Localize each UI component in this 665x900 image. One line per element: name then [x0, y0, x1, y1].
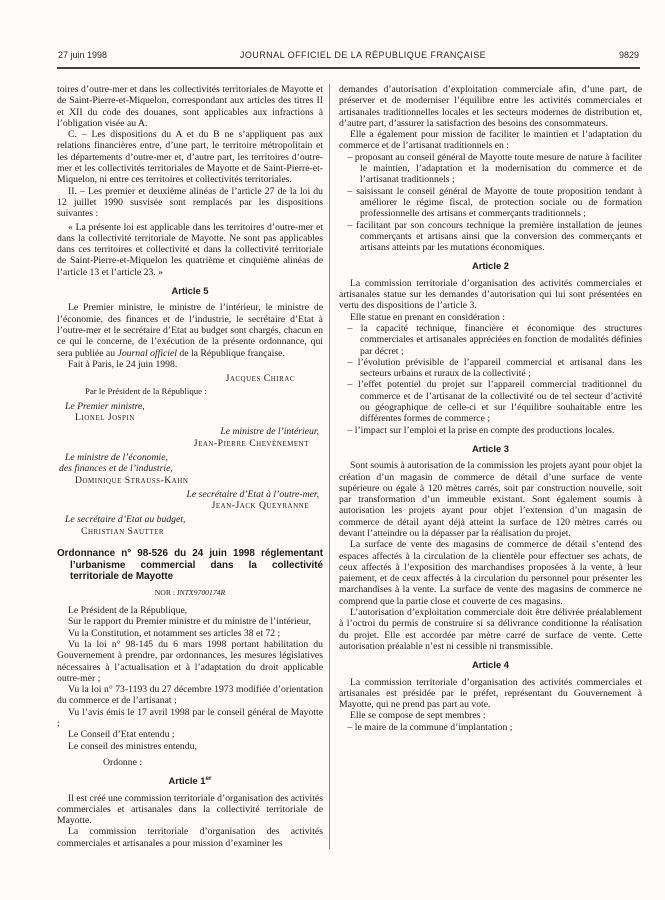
running-head	[58, 50, 639, 60]
ordonnance-title: Ordonnance n° 98-526 du 24 juin 1998 réglementant l’urbanisme commercial dans la collectivité territoriale de Mayotte	[57, 547, 323, 583]
list-item: – l’évolution prévisible de l’appareil commercial et artisanal dans les secteurs urbains et ruraux de la collectivité ;	[347, 356, 642, 380]
paragraph-text: Le Premier ministre, le ministre de l’intérieur, le ministre de l’économie, des finances et de l’industrie, le secrétaire d’Etat à l’outre-mer et le secrétaire d’Etat au budget sont chargés, chacun en ce qui le concerne, de l’exécution de la présente ordonnance, qui sera publiée au	[57, 302, 323, 359]
signature-name-economie: Dominique Strauss-Kahn	[75, 474, 189, 486]
right-column	[329, 84, 642, 849]
ordonne-line: Ordonne :	[103, 756, 143, 768]
paragraph: La surface de vente des magasins de commerce de détail s’entend des espaces affectés à la circulation de la clientèle pour effectuer ses achats, de ceux affectés à l’exposition des marchandises proposées à la vente, à leur paiement, et de ceux affectés à la circulation du personnel pour présenter les marchandises à la vente. La surface de vente des magasins de commerce ne comprend que la partie close et couverte de ces magasins.	[339, 539, 642, 607]
paragraph: L’autorisation d’exploitation commerciale doit être délivrée préalablement à l’octroi du permis de construire si sa délivrance conditionne la réalisation du projet. Elle est accordée par mètre carré de surface de vente. Cette autorisation préalable n’est ni cessible ni transmissible.	[339, 607, 642, 652]
paragraph: La commission territoriale d’organisation des activités commerciales et artisanales a pour mission d’examiner les	[57, 826, 323, 849]
article-1-heading	[57, 775, 323, 786]
paragraph: Sont soumis à autorisation de la commission les projets ayant pour objet la création d’un magasin de commerce de détail d’une surface de vente supérieure ou égale à 120 mètres carrés, soit par construction nouvelle, soit par transformation d’un immeuble existant. Sont également soumis à autorisation les projets ayant pour objet l’extension d’un magasin de commerce de détail ayant déjà atteint la surface de 120 mètres carrés ou devant l’atteindre ou la dépasser par la réalisation du projet.	[339, 460, 642, 539]
signature-name-budget: Christian Sautter	[81, 525, 165, 537]
journal-officiel-italic: Journal officiel	[117, 347, 177, 359]
article-5-heading: Article 5	[171, 285, 209, 297]
signature-title-budget: Le secrétaire d’Etat au budget,	[65, 514, 186, 526]
list-item: – facilitant par son concours technique la première installation de jeunes commerçants et artisans ainsi que la conversion des commerçants et artisans atteints par les mutations économiques.	[347, 219, 642, 254]
article-2-heading: Article 2	[472, 260, 509, 272]
journal-title: JOURNAL OFFICIEL DE LA RÉPUBLIQUE FRANÇAISE	[239, 50, 487, 60]
paragraph: Elle a également pour mission de faciliter le maintien et l’adaptation du commerce et de l’artisanat traditionnels en :	[339, 129, 642, 152]
paragraph: C. – Les dispositions du A et du B ne s’appliquent pas aux relations financières entre, d’une part, le territoire métropolitain et les départements d’outre-mer et, d’autre part, les territoires d’outre-mer et les collectivités territoriales de Mayotte et de Saint-Pierre-et-Miquelon, ni entre ces territoires et collectivités territoriales.	[57, 129, 323, 186]
visa-line: Vu la Constitution, et notamment ses articles 38 et 72 ;	[68, 627, 281, 639]
visa-line: Vu la loi n° 98-145 du 6 mars 1998 portant habilitation du Gouvernement à prendre, par ordonnances, les mesures législatives nécessaires à l’actualisation et à l’adaptation du droit applicable outre-mer ;	[57, 638, 323, 684]
paragraph: La commission territoriale d’organisation des activités commerciales et artisanales est présidée par le préfet, représentant du Gouvernement à Mayotte, qui ne prend pas part au vote.	[339, 676, 642, 711]
signature-name-interieur: Jean-Pierre Chevènement	[193, 437, 309, 449]
page-number: 9829	[618, 50, 639, 60]
list-item: – l’impact sur l’emploi et la prise en compte des productions locales.	[347, 424, 615, 436]
list-item: – la capacité technique, financière et économique des structures commerciales et artisanales appréciées en fonction de modalités définies par décret ;	[347, 322, 642, 357]
list-item: – saisissant le conseil général de Mayotte de toute proposition tendant à améliorer le régime fiscal, de protection sociale ou de formation professionnelle des artisans et commerçants traditionnels ;	[347, 185, 642, 220]
issue-date: 27 juin 1998	[58, 50, 108, 60]
list-item: – proposant au conseil général de Mayotte toute mesure de nature à faciliter le maintien, l’adaptation et la modernisation du commerce et de l’artisanat traditionnels ;	[347, 151, 642, 186]
article-1-superscript: er	[205, 775, 212, 783]
left-column	[57, 84, 329, 849]
visa-line: Le Conseil d’Etat entendu ;	[68, 729, 175, 741]
signature-president: Jacques Chirac	[225, 373, 295, 385]
article-4-heading: Article 4	[472, 659, 509, 671]
article-1-label: Article 1	[168, 775, 206, 787]
paragraph: La commission territoriale d’organisation des activités commerciales et artisanales statue sur les demandes d’autorisation qui lui sont présentées en vertu des dispositions de l’article 3.	[339, 277, 642, 312]
paragraph: Elle statue en prenant en considération :	[350, 311, 505, 323]
signature-title-economie-2: des finances et de l’industrie,	[59, 463, 173, 475]
paragraph: II. – Les premier et deuxième alinéas de l’article 27 de la loi du 12 juillet 1990 susvisée sont remplacés par les dispositions suivantes :	[57, 185, 323, 220]
signature-title-interieur: Le ministre de l’intérieur,	[220, 426, 319, 438]
nor-code: INTX9700174R	[176, 587, 226, 597]
paragraph: Elle se compose de sept membres :	[350, 710, 486, 722]
paragraph	[57, 302, 323, 358]
paragraph: toires d’outre-mer et dans les collectivités territoriales de Mayotte et de Saint-Pierre-et-Miquelon, correspondant aux articles des titres II et XII du code des douanes, sont applicables aux infractions à l’obligation visée au A.	[57, 84, 323, 129]
header-rule	[57, 67, 640, 69]
signature-par-line: Par le Président de la République :	[85, 386, 207, 397]
visa-line: Vu l’avis émis le 17 avril 1998 par le conseil général de Mayotte ;	[57, 706, 323, 730]
content-columns	[57, 84, 642, 849]
visa-line: Vu la loi n° 73-1193 du 27 décembre 1973 modifiée d’orientation du commerce et de l’artisanat ;	[57, 684, 323, 707]
fait-a-paris-line: Fait à Paris, le 24 juin 1998.	[68, 358, 178, 370]
signature-title-pm: Le Premier ministre,	[65, 400, 145, 412]
paragraph-text: de la République française.	[177, 347, 285, 359]
signature-title-outremer: Le secrétaire d’Etat à l’outre-mer,	[186, 488, 319, 500]
visa-line: Sur le rapport du Premier ministre et du ministre de l’intérieur,	[68, 616, 312, 628]
article-3-heading: Article 3	[472, 442, 509, 454]
signature-name-outremer: Jean-Jack Queyranne	[211, 500, 309, 512]
nor-line	[57, 587, 323, 598]
signature-title-economie-1: Le ministre de l’économie,	[65, 451, 168, 463]
list-item: – l’effet potentiel du projet sur l’appareil commercial traditionnel du commerce et de l’artisanat de la collectivité ou de tel secteur d’activité ou géographique de celle-ci et sur l’équilibre souhaitable entre les différentes formes de commerce ;	[347, 379, 642, 425]
signature-name-pm: Lionel Jospin	[75, 412, 135, 424]
visa-line: Le Président de la République,	[68, 605, 188, 617]
quoted-provision: « La présente loi est applicable dans les territoires d’outre-mer et dans la collectivité territoriale de Mayotte. Ne sont pas applicables dans ces territoires et collectivité et dans la collectivité territoriale de Saint-Pierre-et-Miquelon les quatrième et cinquième alinéas de l’article 13 et l’article 23. »	[57, 221, 323, 278]
nor-label: NOR :	[154, 587, 176, 597]
visa-line: Le conseil des ministres entendu,	[68, 740, 197, 752]
paragraph: demandes d’autorisation d’exploitation commerciale afin, d’une part, de préserver et de moderniser l’équilibre entre les activités commerciales et artisanales traditionnelles locales et les secteurs modernes de distribution et, d’autre part, d’assurer la satisfaction des besoins des consommateurs.	[339, 84, 642, 129]
paragraph: Il est créé une commission territoriale d’organisation des activités commerciales et artisanales dans la collectivité territoriale de Mayotte.	[57, 792, 323, 827]
list-item: – le maire de la commune d’implantation ;	[347, 721, 513, 733]
